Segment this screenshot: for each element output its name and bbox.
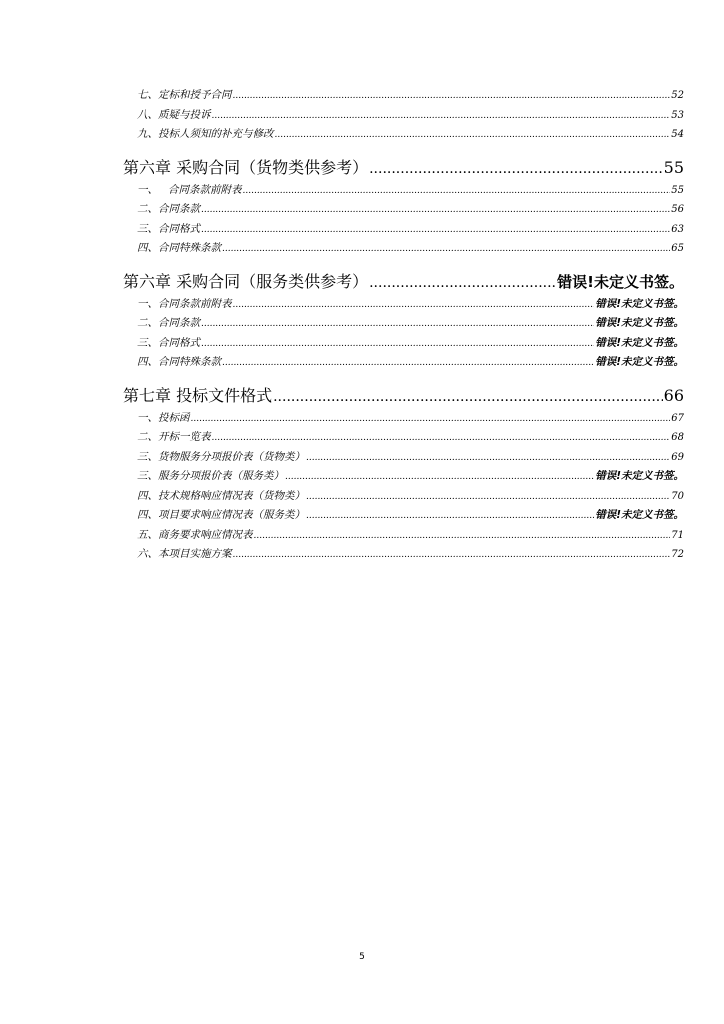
toc-entry-label: 一、合同条款前附表 — [137, 297, 232, 310]
toc-entry-page: 68 — [671, 432, 684, 443]
dot-leader — [306, 511, 594, 521]
toc-entry-label: 三、合同格式 — [137, 222, 200, 235]
toc-chapter-page-error: 错误!未定义书签。 — [557, 272, 684, 291]
toc-entry-label: 一、 合同条款前附表 — [137, 183, 242, 196]
toc-entry[interactable] — [123, 546, 684, 566]
toc-entry[interactable] — [123, 201, 684, 221]
dot-leader — [233, 300, 595, 310]
toc-entry[interactable] — [123, 410, 684, 430]
dot-leader — [306, 453, 670, 463]
toc-entry[interactable] — [123, 107, 684, 127]
dot-leader — [222, 244, 670, 254]
toc-entry-page-error: 错误!未定义书签。 — [595, 336, 684, 349]
toc-entry[interactable] — [123, 296, 684, 316]
toc-entry-page-error: 错误!未定义书签。 — [595, 297, 684, 310]
toc-entry-label: 三、服务分项报价表（服务类） — [137, 470, 284, 482]
toc-entry-label: 六、本项目实施方案 — [137, 548, 232, 560]
toc-entry-page: 63 — [671, 223, 684, 235]
toc-entry-label: 四、合同特殊条款 — [137, 242, 221, 254]
toc-chapter-label: 第七章 投标文件格式 — [123, 385, 273, 405]
toc-entry[interactable] — [123, 240, 684, 260]
dot-leader — [306, 492, 670, 502]
toc-entry-label: 二、合同条款 — [137, 203, 200, 215]
toc-entry-label: 二、合同条款 — [137, 317, 200, 329]
toc-chapter-page: 55 — [663, 157, 684, 177]
dot-leader — [233, 91, 671, 101]
toc-entry-page: 67 — [671, 412, 684, 424]
toc-chapter-page: 66 — [663, 385, 684, 405]
toc-entry-label: 四、项目要求响应情况表（服务类） — [137, 509, 305, 521]
toc-entry[interactable] — [123, 468, 684, 488]
toc-entry-page-error: 错误!未定义书签。 — [595, 509, 684, 521]
toc-chapter-heading[interactable] — [123, 155, 684, 181]
toc-entry-page-error: 错误!未定义书签。 — [595, 356, 684, 368]
page-number: 5 — [359, 952, 365, 962]
toc-entry-label: 八、质疑与投诉 — [137, 108, 211, 121]
table-of-contents — [123, 87, 684, 566]
dot-leader — [212, 111, 671, 121]
toc-chapter-heading[interactable] — [123, 269, 684, 295]
toc-entry[interactable] — [123, 507, 684, 527]
toc-entry[interactable] — [123, 87, 684, 107]
toc-entry[interactable] — [123, 429, 684, 449]
toc-entry-label: 五、商务要求响应情况表 — [137, 528, 253, 541]
toc-entry[interactable] — [123, 488, 684, 508]
dot-leader — [254, 531, 671, 541]
toc-entry[interactable] — [123, 221, 684, 241]
toc-chapter-label: 第六章 采购合同（服务类供参考） — [123, 271, 369, 291]
toc-entry-label: 二、开标一览表 — [137, 431, 211, 443]
toc-entry-page: 53 — [671, 109, 684, 121]
dot-leader — [273, 389, 663, 405]
toc-entry-page-error: 错误!未定义书签。 — [595, 317, 684, 329]
toc-entry-label: 四、合同特殊条款 — [137, 356, 221, 368]
toc-entry-label: 四、技术规格响应情况表（货物类） — [137, 489, 305, 502]
toc-entry-label: 三、货物服务分项报价表（货物类） — [137, 450, 305, 463]
toc-entry-label: 七、定标和授予合同 — [137, 89, 232, 101]
toc-entry[interactable] — [123, 527, 684, 547]
dot-leader — [201, 205, 670, 215]
toc-entry-page: 52 — [671, 90, 684, 101]
toc-entry[interactable] — [123, 354, 684, 374]
toc-entry-page: 69 — [671, 451, 684, 463]
dot-leader — [201, 319, 594, 329]
toc-entry[interactable] — [123, 315, 684, 335]
dot-leader — [243, 186, 671, 196]
dot-leader — [369, 275, 556, 291]
dot-leader — [201, 225, 670, 235]
dot-leader — [212, 433, 671, 443]
dot-leader — [201, 339, 594, 349]
toc-entry-page: 65 — [671, 243, 684, 254]
dot-leader — [275, 130, 671, 140]
dot-leader — [233, 550, 671, 560]
dot-leader — [285, 472, 594, 482]
toc-chapter-heading[interactable] — [123, 383, 684, 409]
toc-entry[interactable] — [123, 182, 684, 202]
dot-leader — [222, 358, 594, 368]
toc-entry[interactable] — [123, 449, 684, 469]
toc-entry-label: 九、投标人须知的补充与修改 — [137, 128, 274, 140]
toc-entry-page: 56 — [671, 204, 684, 215]
toc-entry[interactable] — [123, 335, 684, 355]
toc-entry-page: 70 — [671, 490, 684, 502]
toc-entry-page: 54 — [671, 129, 684, 140]
toc-entry-page-error: 错误!未定义书签。 — [595, 470, 684, 482]
dot-leader — [369, 161, 663, 177]
toc-entry[interactable] — [123, 126, 684, 146]
dot-leader — [191, 414, 671, 424]
toc-entry-page: 55 — [671, 184, 684, 196]
toc-chapter-label: 第六章 采购合同（货物类供参考） — [123, 157, 369, 177]
toc-entry-page: 72 — [671, 549, 684, 560]
toc-entry-page: 71 — [671, 529, 684, 541]
toc-entry-label: 三、合同格式 — [137, 336, 200, 349]
toc-entry-label: 一、投标函 — [137, 411, 190, 424]
